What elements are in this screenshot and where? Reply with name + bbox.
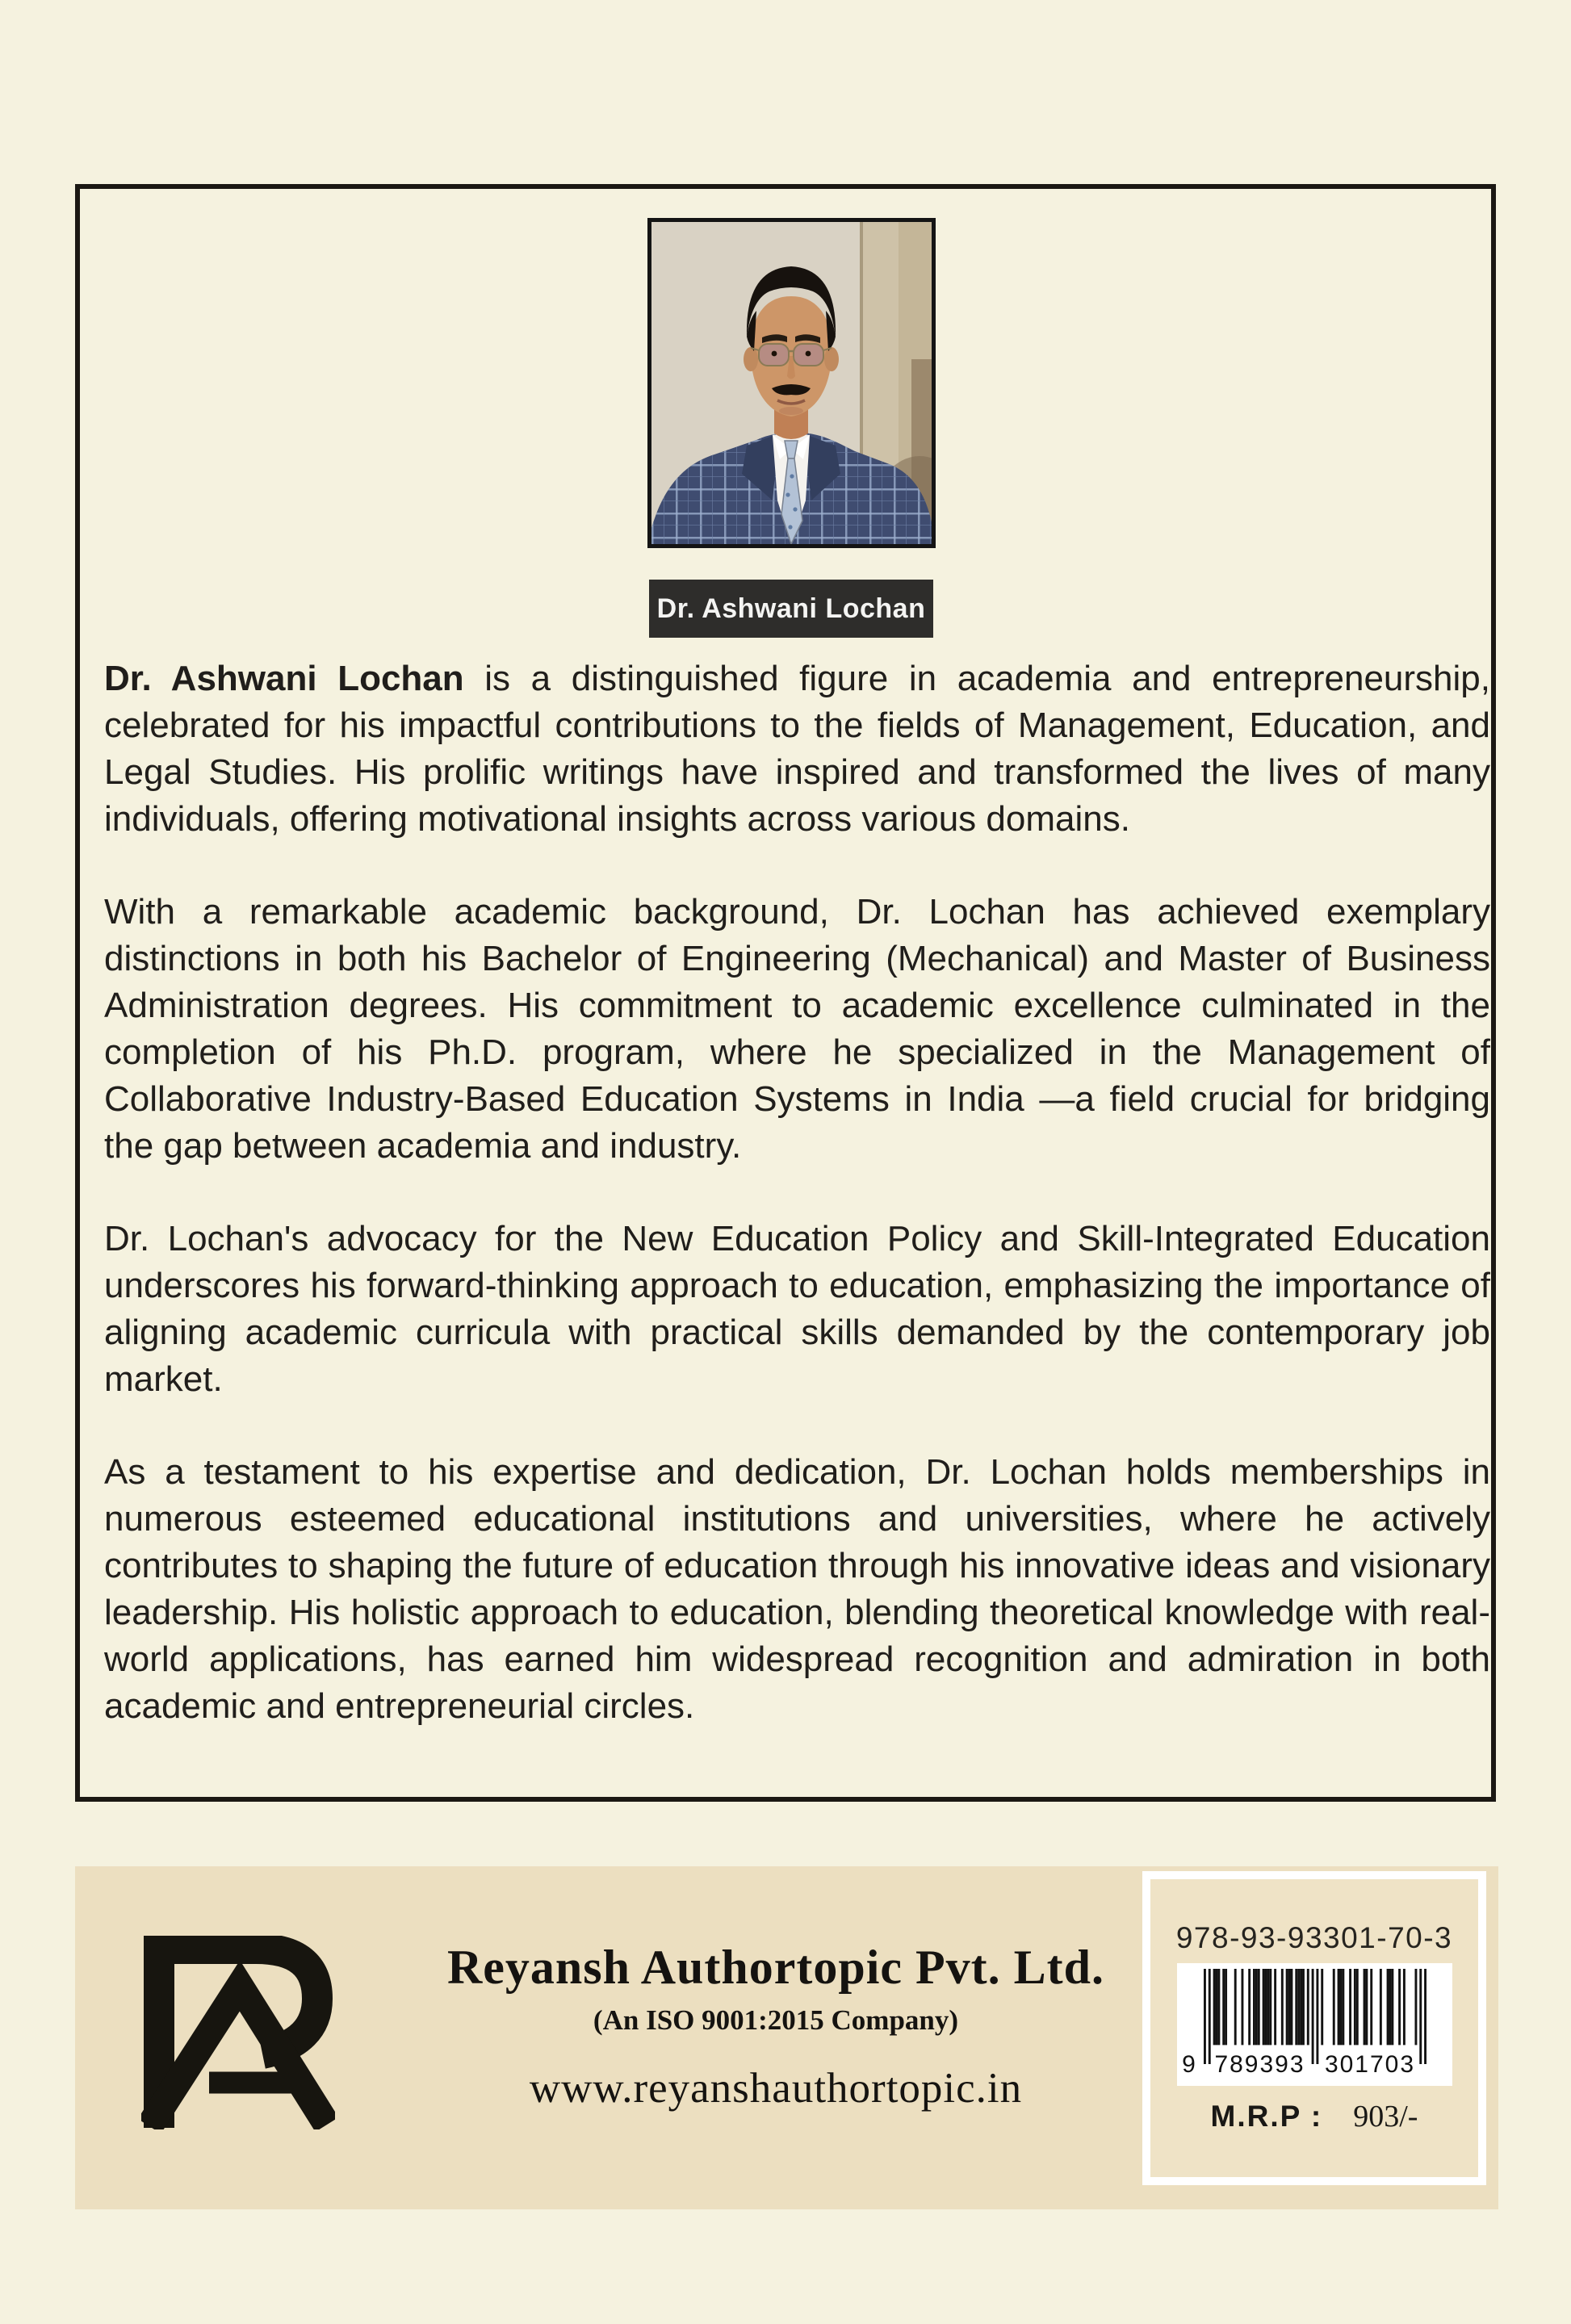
barcode <box>1177 1963 1452 2086</box>
bio-paragraph-2: With a remarkable academic background, Dr. Lochan has achieved exemplary distinctions in both his Bachelor of Engineering (Mechanical) and Master of Business Administration degrees. His commitment to academic excellence culminated in the completion of his Ph.D. program, where he specialized in the Management of Collaborative Industry-Based Education Systems in India —a field crucial for bridging the gap between academia and industry. <box>104 892 1490 1166</box>
publisher-panel <box>75 1866 1498 2209</box>
publisher-website: www.reyanshauthortopic.in <box>529 2065 1023 2112</box>
isbn-number: 978-93-93301-70-3 <box>1175 1921 1453 1954</box>
barcode-digit-first: 9 <box>1182 2051 1197 2078</box>
mrp-row <box>1150 2099 1478 2134</box>
publisher-iso-line: (An ISO 9001:2015 Company) <box>593 2004 959 2036</box>
author-photo <box>647 218 936 548</box>
photo-caption <box>649 580 933 638</box>
isbn-card <box>1142 1871 1486 2185</box>
bio-text <box>104 655 1490 1776</box>
mrp-value: 903/- <box>1353 2100 1418 2133</box>
author-photo-illustration <box>651 222 932 544</box>
bio-paragraph-4: As a testament to his expertise and dedication, Dr. Lochan holds memberships in numerous esteemed educational institutions and universities, where he actively contributes to shaping the future of education through his innovative ideas and visionary leadership. His holistic approach to education, blending theoretical knowledge with real-world applications, has earned him widespread recognition and admiration in both academic and entrepreneurial circles. <box>104 1452 1490 1726</box>
bio-box <box>75 184 1496 1802</box>
bio-paragraph-1: Dr. Ashwani Lochan is a distinguished figure in academia and entrepreneurship, celebrated for his impactful contributions to the fields of Management, Education, and Legal Studies. His prolific writings have inspired and transformed the lives of many individuals, offering motivational insights across various domains. <box>104 659 1490 839</box>
barcode-digits-right-group: 301703 <box>1324 2051 1416 2078</box>
publisher-name: Reyansh Authortopic Pvt. Ltd. <box>446 1941 1105 1994</box>
barcode-digits-left-group: 789393 <box>1214 2051 1305 2078</box>
photo-caption-label: Dr. Ashwani Lochan <box>656 593 926 624</box>
mrp-label: M.R.P : <box>1210 2100 1323 2133</box>
publisher-logo-icon <box>141 1936 335 2129</box>
bio-author-name: Dr. Ashwani Lochan <box>104 659 464 698</box>
bio-paragraph-3: Dr. Lochan's advocacy for the New Education Policy and Skill-Integrated Education underscores his forward-thinking approach to education, emphasizing the importance of aligning academic curricula with practical skills demanded by the contemporary job market. <box>104 1219 1490 1399</box>
publisher-info <box>335 1866 1217 2209</box>
